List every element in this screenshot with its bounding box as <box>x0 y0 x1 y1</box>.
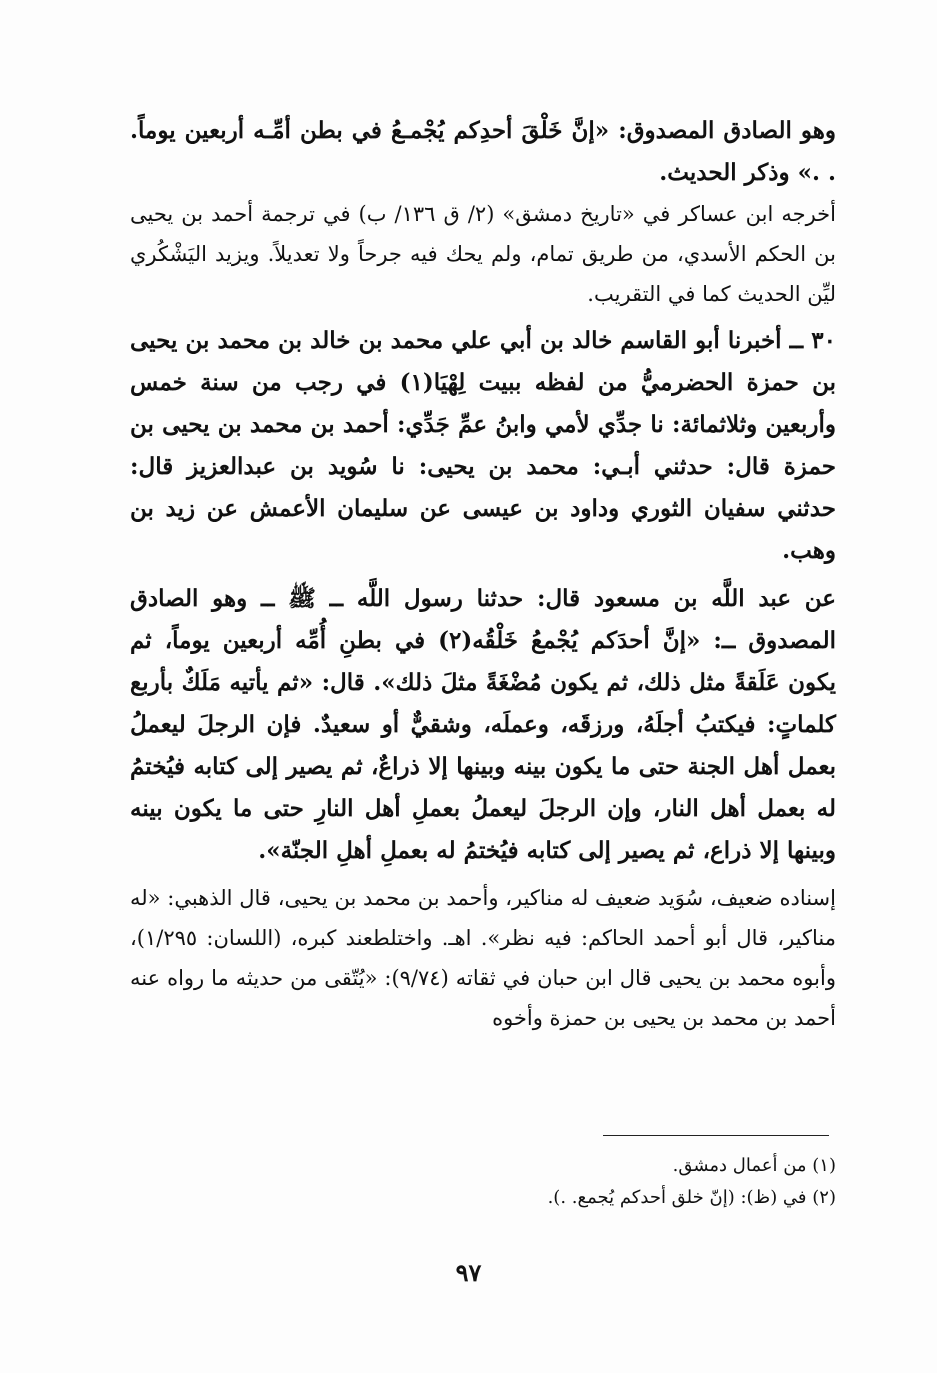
hadith-isnad-30: ٣٠ ــ أخبرنا أبو القاسم خالد بن أبي علي محمد بن خالد بن محمد بن يحيى بن حمزة الحضرميُّ من لفظه ببيت لِهْيَا(١) في رجب من سنة خمس وأربعين وثلاثمائة: نا جدِّي لأمي وابنُ عمِّ جَدِّي: أحمد بن محمد بن يحيى بن حمزة قال: حدثني أبـي: محمد بن يحيى: نا سُويد بن عبدالعزيز قال: حدثني سفيان الثوري وداود بن عيسى عن سليمان الأعمش عن زيد بن وهب. <box>130 327 836 564</box>
takhrij-note: أخرجه ابن عساكر في «تاريخ دمشق» (٢/ ق ١٣٦/ ب) في ترجمة أحمد بن يحيى بن الحكم الأسدي، من طريق تمام، ولم يحك فيه جرحاً ولا تعديلاً. ويزيد اليَشْكُري ليِّن الحديث كما في التقريب. <box>130 202 836 306</box>
hadith-continuation: وهو الصادق المصدوق: «إنَّ خَلْقَ أحدِكم يُجْمـعُ في بطن أمِّـه أربعين يوماً. . .» وذكر الحديث. <box>130 117 836 186</box>
footnote-separator <box>603 1135 829 1136</box>
hadith-matn-30: عن عبد اللَّه بن مسعود قال: حدثنا رسول اللَّه ــ ﷺ ــ وهو الصادق المصدوق ــ: «إنَّ أحدَكم يُجْمعُ خَلْقُه(٢) في بطنِ أُمِّه أربعين يوماً، ثم يكون عَلَقةً مثل ذلك، ثم يكون مُضْغَةً مثلَ ذلك». قال: «ثم يأتيه مَلَكٌ بأربع كلماتٍ: فيكتبُ أجلَهُ، ورزقَه، وعملَه، وشقيٌّ أو سعيدٌ. فإن الرجلَ ليعملُ بعمل أهل الجنة حتى ما يكون بينه وبينها إلا ذراعٌ، ثم يصير إلى كتابه فيُختمُ له بعمل أهل النار، وإن الرجلَ ليعملُ بعملِ أهل النارِ حتى ما يكون بينه وبينها إلا ذراع، ثم يصير إلى كتابه فيُختمُ له بعملِ أهلِ الجنّة». <box>130 585 836 864</box>
page-number: ٩٧ <box>455 1258 482 1287</box>
footnotes <box>130 1150 836 1214</box>
page-body <box>130 110 836 1038</box>
footnote-2: (٢) في (ظ): (إنّ خلق أحدكم يُجمع. .). <box>547 1187 836 1208</box>
footnote-1: (١) من أعمال دمشق. <box>672 1155 836 1176</box>
isnad-commentary: إسناده ضعيف، سُوَيد ضعيف له مناكير، وأحمد بن محمد بن يحيى، قال الذهبي: «له مناكير، قال أبو أحمد الحاكم: فيه نظر». اهـ. واختلطعند كبره، (اللسان: ١/٢٩٥)، وأبوه محمد بن يحيى قال ابن حبان في ثقاته (٩/٧٤): «يُتّقى من حديثه ما رواه عنه أحمد بن محمد بن يحيى بن حمزة وأخوه <box>130 886 836 1030</box>
